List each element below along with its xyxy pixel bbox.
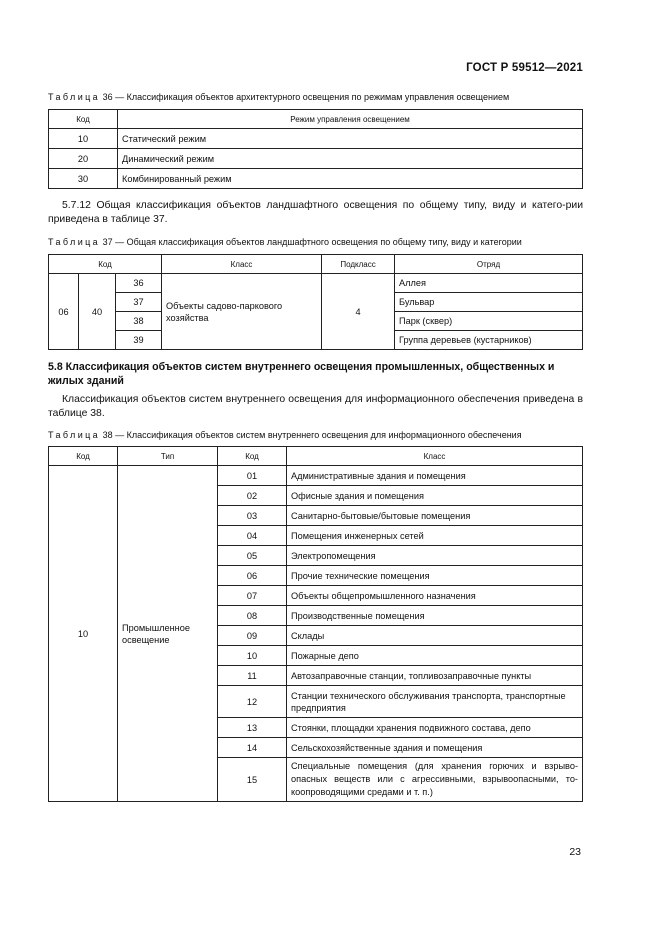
table-cell-class: Специальные помещения (для хранения горючих и взрыво-опасных веществ или с агрессивными, взрывоопасными, то-коопроводящими средами и т. п.) [287, 758, 583, 802]
table-37 [48, 254, 583, 350]
table-cell-class-code: 13 [218, 718, 287, 738]
caption-prefix: Таблица [48, 237, 101, 247]
table-cell-class: Объекты общепромышленного назначения [287, 586, 583, 606]
table-cell-mode: Комбинированный режим [118, 169, 583, 189]
table-cell-class-code: 15 [218, 758, 287, 802]
table-cell-order: Группа деревьев (кустарников) [395, 331, 583, 350]
table-cell-code-c: 39 [116, 331, 162, 350]
table-36-caption [48, 92, 509, 102]
column-header: Код [49, 110, 118, 129]
table-cell-class-code: 12 [218, 686, 287, 718]
paragraph-text: 5.7.12 Общая классификация объектов ландшафтного освещения по общему типу, виду и катего-рии приведена в таблице 37. [48, 200, 583, 225]
page-number: 23 [569, 846, 581, 858]
table-cell-class-code: 08 [218, 606, 287, 626]
table-cell-class-code: 07 [218, 586, 287, 606]
table-cell-subclass: 4 [322, 274, 395, 350]
table-cell-class-code: 14 [218, 738, 287, 758]
column-header: Отряд [395, 255, 583, 274]
table-38 [48, 446, 583, 802]
column-header: Подкласс [322, 255, 395, 274]
table-cell-class: Административные здания и помещения [287, 466, 583, 486]
table-cell-class-code: 09 [218, 626, 287, 646]
table-cell-class: Офисные здания и помещения [287, 486, 583, 506]
table-cell-class: Прочие технические помещения [287, 566, 583, 586]
document-id: ГОСТ Р 59512—2021 [466, 62, 583, 74]
column-header: Код [49, 447, 118, 466]
table-37-caption [48, 237, 522, 247]
table-cell-class: Производственные помещения [287, 606, 583, 626]
column-header: Тип [118, 447, 218, 466]
caption-text: 37 — Общая классификация объектов ландшафтного освещения по общему типу, виду и категории [102, 237, 522, 247]
table-cell-class-code: 05 [218, 546, 287, 566]
table-cell-type: Промышленное освещение [118, 466, 218, 802]
table-cell-code: 30 [49, 169, 118, 189]
table-cell-class: Пожарные депо [287, 646, 583, 666]
paragraph-5-7-12 [48, 199, 583, 227]
caption-prefix: Таблица [48, 430, 101, 440]
caption-text: 36 — Классификация объектов архитектурного освещения по режимам управления освещением [102, 92, 510, 102]
table-cell-class: Склады [287, 626, 583, 646]
table-cell-code-c: 37 [116, 293, 162, 312]
table-cell-class: Помещения инженерных сетей [287, 526, 583, 546]
table-cell-code-b: 40 [79, 274, 116, 350]
table-cell-class: Стоянки, площадки хранения подвижного состава, депо [287, 718, 583, 738]
table-cell-code: 10 [49, 129, 118, 149]
table-cell-class-code: 01 [218, 466, 287, 486]
table-cell-order: Аллея [395, 274, 583, 293]
table-38-caption [48, 430, 522, 440]
table-cell-class: Санитарно-бытовые/бытовые помещения [287, 506, 583, 526]
column-header: Код [218, 447, 287, 466]
table-cell-class: Сельскохозяйственные здания и помещения [287, 738, 583, 758]
table-cell-class-code: 03 [218, 506, 287, 526]
table-cell-mode: Динамический режим [118, 149, 583, 169]
table-cell-order: Парк (сквер) [395, 312, 583, 331]
table-cell-class-code: 11 [218, 666, 287, 686]
table-cell-code-a: 06 [49, 274, 79, 350]
paragraph-5-8 [48, 393, 583, 421]
table-cell-class: Станции технического обслуживания транспорта, транспортные предприятия [287, 686, 583, 718]
table-cell-class-code: 10 [218, 646, 287, 666]
table-cell-class-code: 04 [218, 526, 287, 546]
table-cell-code: 10 [49, 466, 118, 802]
column-header: Класс [287, 447, 583, 466]
table-cell-mode: Статический режим [118, 129, 583, 149]
table-cell-class: Автозаправочные станции, топливозаправочные пункты [287, 666, 583, 686]
table-cell-order: Бульвар [395, 293, 583, 312]
column-header: Класс [162, 255, 322, 274]
column-header: Код [49, 255, 162, 274]
caption-text: 38 — Классификация объектов систем внутреннего освещения для информационного обеспечения [102, 430, 522, 440]
table-cell-class: Электропомещения [287, 546, 583, 566]
table-cell-code-c: 38 [116, 312, 162, 331]
table-36 [48, 109, 583, 189]
table-cell-class-code: 02 [218, 486, 287, 506]
table-cell-code-c: 36 [116, 274, 162, 293]
table-cell-class-code: 06 [218, 566, 287, 586]
table-cell-class: Объекты садово-паркового хозяйства [162, 274, 322, 350]
table-cell-code: 20 [49, 149, 118, 169]
section-heading-5-8: 5.8 Классификация объектов систем внутреннего освещения промышленных, общественных и жилых зданий [48, 361, 555, 387]
column-header: Режим управления освещением [118, 110, 583, 129]
paragraph-text: Классификация объектов систем внутреннего освещения для информационного обеспечения приведена в таблице 38. [48, 394, 583, 419]
caption-prefix: Таблица [48, 92, 101, 102]
